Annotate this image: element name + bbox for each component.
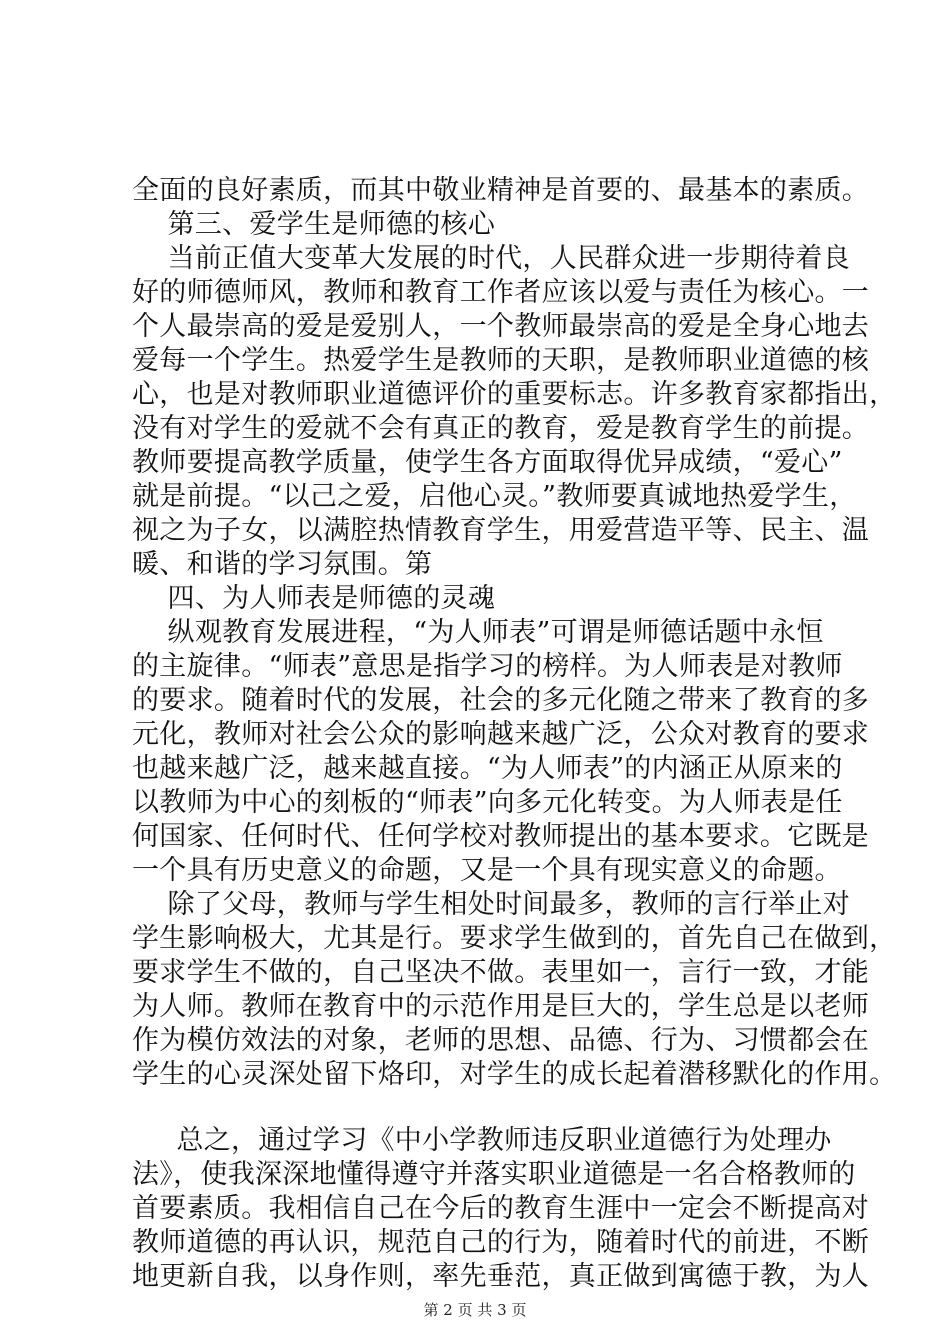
text-line: 全面的良好素质，而其中敬业精神是首要的、最基本的素质。 — [132, 175, 870, 206]
section-heading-3: 第三、爱学生是师德的核心 — [132, 209, 496, 240]
text-line: 地更新自我，以身作则，率先垂范，真正做到寓德于教，为人 — [132, 1261, 870, 1292]
text-line: 为人师。教师在教育中的示范作用是巨大的，学生总是以老师 — [132, 991, 870, 1022]
text-line: 没有对学生的爱就不会有真正的教育，爱是教育学生的前提。 — [132, 413, 870, 444]
text-line: 总之，通过学习《中小学教师违反职业道德行为处理办 — [132, 1125, 832, 1156]
text-line: 的主旋律。“师表”意思是指学习的榜样。为人师表是对教师 — [132, 651, 843, 682]
text-line: 视之为子女，以满腔热情教育学生，用爱营造平等、民主、温 — [132, 515, 870, 546]
text-line: 首要素质。我相信自己在今后的教育生涯中一定会不断提高对 — [132, 1193, 870, 1224]
text-line: 爱每一个学生。热爱学生是教师的天职，是教师职业道德的核 — [132, 345, 870, 376]
text-line: 何国家、任何时代、任何学校对教师提出的基本要求。它既是 — [132, 821, 870, 852]
text-line: 暖、和谐的学习氛围。第 — [132, 549, 433, 580]
text-line: 学生的心灵深处留下烙印，对学生的成长起着潜移默化的作用。 — [132, 1059, 897, 1090]
text-line: 心，也是对教师职业道德评价的重要标志。许多教育家都指出， — [132, 379, 897, 410]
text-line: 要求学生不做的，自己坚决不做。表里如一，言行一致，才能 — [132, 957, 870, 988]
page-number-footer: 第 2 页 共 3 页 — [423, 1301, 527, 1319]
text-line: 一个具有历史意义的命题，又是一个具有现实意义的命题。 — [132, 855, 842, 886]
text-line: 好的师德师风，教师和教育工作者应该以爱与责任为核心。一 — [132, 277, 870, 308]
text-line: 当前正值大变革大发展的时代，人民群众进一步期待着良 — [132, 243, 851, 274]
text-line: 作为模仿效法的对象，老师的思想、品德、行为、习惯都会在 — [132, 1025, 870, 1056]
text-line: 除了父母，教师与学生相处时间最多，教师的言行举止对 — [132, 889, 851, 920]
text-line: 教师要提高教学质量，使学生各方面取得优异成绩，“爱心” — [132, 447, 843, 478]
text-line: 个人最崇高的爱是爱别人，一个教师最崇高的爱是全身心地去 — [132, 311, 870, 342]
text-line: 教师道德的再认识，规范自己的行为，随着时代的前进，不断 — [132, 1227, 870, 1258]
section-heading-4: 四、为人师表是师德的灵魂 — [132, 583, 496, 614]
text-line: 的要求。随着时代的发展，社会的多元化随之带来了教育的多 — [132, 685, 870, 716]
text-line: 就是前提。“以己之爱，启他心灵。”教师要真诚地热爱学生， — [132, 481, 857, 512]
text-line: 学生影响极大，尤其是行。要求学生做到的，首先自己在做到， — [132, 923, 897, 954]
text-line: 也越来越广泛，越来越直接。“为人师表”的内涵正从原来的 — [132, 753, 843, 784]
text-line: 以教师为中心的刻板的“师表”向多元化转变。为人师表是任 — [132, 787, 843, 818]
text-line: 元化，教师对社会公众的影响越来越广泛，公众对教育的要求 — [132, 719, 870, 750]
text-line: 法》，使我深深地懂得遵守并落实职业道德是一名合格教师的 — [132, 1159, 856, 1190]
text-line: 纵观教育发展进程，“为人师表”可谓是师德话题中永恒 — [132, 617, 824, 648]
